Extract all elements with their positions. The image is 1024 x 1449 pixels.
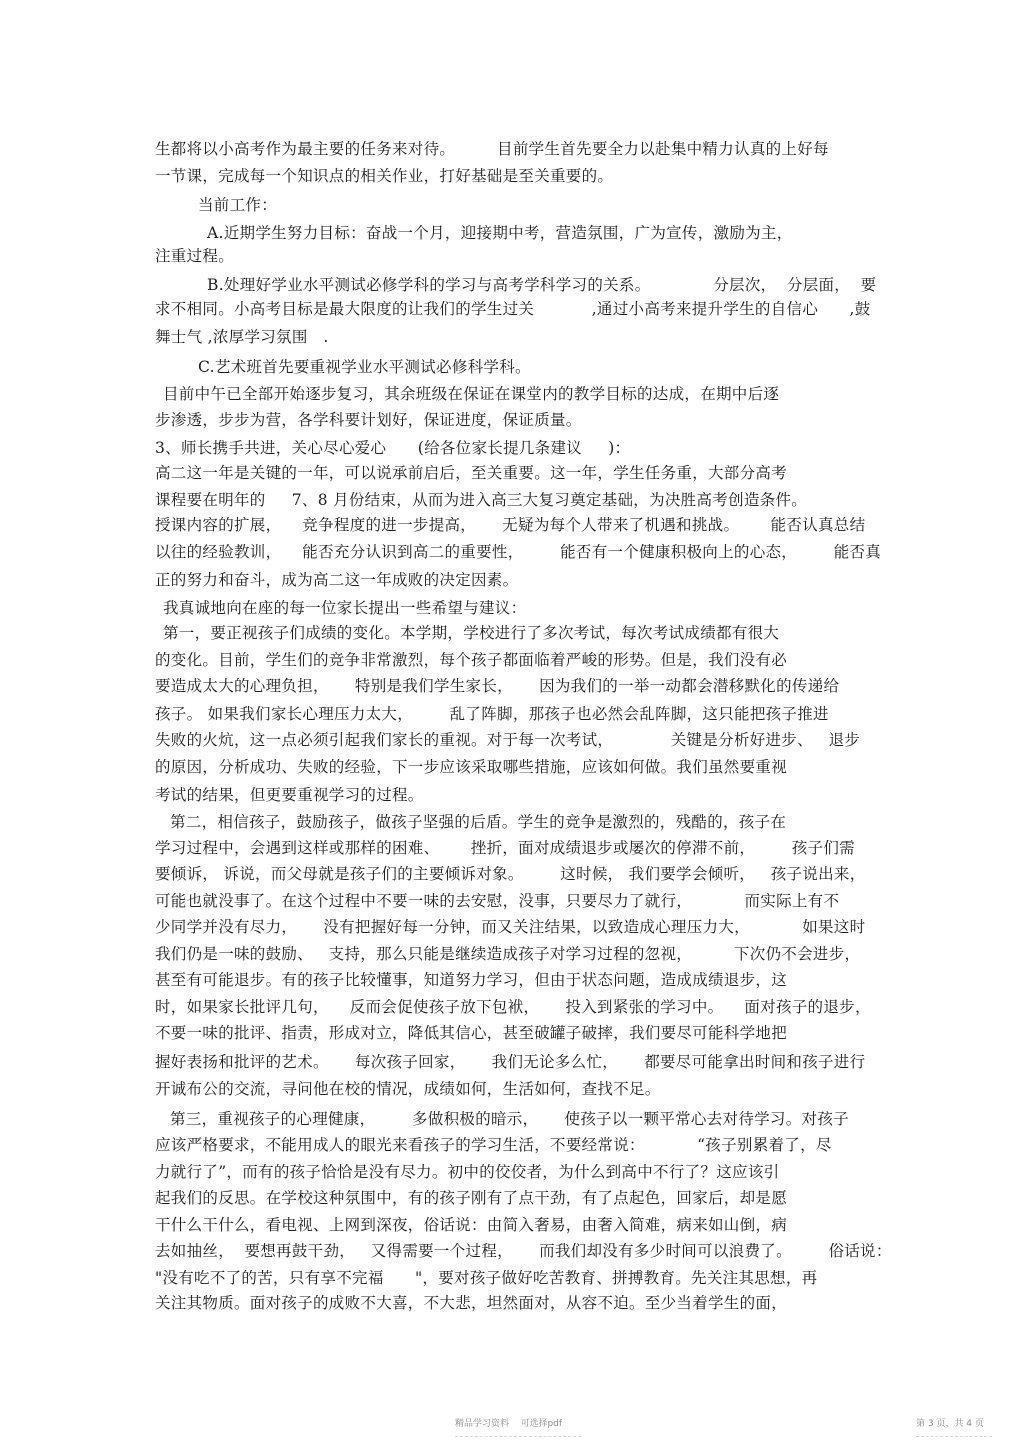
paragraph-line: 第三，重视孩子的心理健康， 多做积极的暗示， 使孩子以一颗平常心去对待学习。对孩子 <box>170 1110 849 1128</box>
paragraph-line: 当前工作： <box>198 196 278 214</box>
paragraph-line: 要倾诉， 诉说，而父母就是孩子们的主要倾诉对象。 这时候， 我们要学会倾听， 孩子说出来， <box>155 865 866 883</box>
paragraph-line: 干什么干什么，看电视、上网到深夜，俗话说：由简入奢易，由奢入简难，病来如山倒，病 <box>155 1216 788 1234</box>
paragraph-line: 要造成太大的心理负担， 特别是我们学生家长， 因为我们的一举一动都会潜移默化的传递给 <box>155 677 840 695</box>
paragraph-line: A.近期学生努力目标：奋战一个月，迎接期中考，营造氛围，广为宣传，激励为主， <box>207 224 793 242</box>
paragraph-line: 高二这一年是关键的一年，可以说承前启后，至关重要。这一年，学生任务重，大部分高考 <box>155 464 788 482</box>
paragraph-line: 第二，相信孩子，鼓励孩子，做孩子坚强的后盾。学生的竞争是激烈的，残酷的，孩子在 <box>170 813 787 831</box>
paragraph-line: 关注其物质。面对孩子的成败不大喜，不大悲，坦然面对，从容不迫。至少当着学生的面， <box>155 1294 788 1312</box>
paragraph-line: 学习过程中，会遇到这样或那样的困难、 挫折，面对成绩退步或屡次的停滞不前， 孩子们需 <box>155 839 855 857</box>
footer-dashed-rule-left <box>455 1436 581 1437</box>
paragraph-line: 我们仍是一味的鼓励、 支持，那么只能是继续造成孩子对学习过程的忽视， 下次仍不会进步， <box>155 945 861 963</box>
paragraph-line: 求不相同。小高考目标是最大限度的让我们的学生过关 ,通过小高考来提升学生的自信心 ,鼓 <box>155 300 871 318</box>
paragraph-line: 目前中午已全部开始逐步复习，其余班级在保证在课堂内的教学目标的达成，在期中后逐 <box>163 385 780 403</box>
paragraph-line: 舞士气 ,浓厚学习氛围 . <box>155 328 329 346</box>
paragraph-line: 应该严格要求，不能用成人的眼光来看孩子的学习生活，不要经常说： “孩子别累着了，尽 <box>155 1136 832 1154</box>
paragraph-line: 可能也就没事了。在这个过程中不要一味的去安慰，没事，只要尽力了就行， 而实际上有不 <box>155 892 840 910</box>
paragraph-line: 失败的火炕，这一点必须引起我们家长的重视。对于每一次考试， 关键是分析好进步、 退步 <box>155 731 861 749</box>
paragraph-line: 第一，要正视孩子们成绩的变化。本学期，学校进行了多次考试，每次考试成绩都有很大 <box>163 624 780 642</box>
paragraph-line: 的原因，分析成功、失败的经验，下一步应该采取哪些措施，应该如何做。我们虽然要重视 <box>155 758 788 776</box>
paragraph-line: 注重过程。 <box>155 247 235 265</box>
paragraph-line: "没有吃不了的苦，只有享不完福 "，要对孩子做好吃苦教育、拼搏教育。先关注其思想，再 <box>155 1269 818 1287</box>
paragraph-line: 开诚布公的交流，寻问他在校的情况，成绩如何，生活如何，查找不足。 <box>155 1080 661 1098</box>
paragraph-line: 少同学并没有尽力， 没有把握好每一分钟，而又关注结果，以致造成心理压力大， 如果这时 <box>155 918 866 936</box>
paragraph-line: 时，如果家长批评几句， 反而会促使孩子放下包袱， 投入到紧张的学习中。 面对孩子的退步， <box>155 998 871 1016</box>
paragraph-line: B.处理好学业水平测试必修学科的学习与高考学科学习的关系。 分层次， 分层面， 要 <box>207 276 877 294</box>
footer-page-number: 第 3 页，共 4 页 <box>916 1419 984 1429</box>
paragraph-line: 课程要在明年的 7、8 月份结束，从而为进入高三大复习奠定基础，为决胜高考创造条件。 <box>155 491 808 509</box>
paragraph-line: 我真诚地向在座的每一位家长提出一些希望与建议： <box>163 599 527 617</box>
paragraph-line: 一节课，完成每一个知识点的相关作业，打好基础是至关重要的。 <box>155 167 614 185</box>
paragraph-line: 生都将以小高考作为最主要的任务来对待。 目前学生首先要全力以赴集中精力认真的上好每 <box>155 140 829 158</box>
paragraph-line: 正的努力和奋斗，成为高二这一年成败的决定因素。 <box>155 571 519 589</box>
paragraph-line: 孩子。 如果我们家长心理压力太大， 乱了阵脚，那孩子也必然会乱阵脚，这只能把孩子推进 <box>155 705 829 723</box>
paragraph-line: 不要一味的批评、指责，形成对立，降低其信心，甚至破罐子破摔，我们要尽可能科学地把 <box>155 1024 788 1042</box>
paragraph-line: 力就行了”，而有的孩子恰恰是没有尽力。初中的佼佼者，为什么到高中不行了？这应该引 <box>155 1163 780 1181</box>
paragraph-line: 起我们的反思。在学校这种氛围中，有的孩子刚有了点干劲，有了点起色，回家后，却是愿 <box>155 1189 788 1207</box>
paragraph-line: 握好表扬和批评的艺术。 每次孩子回家， 我们无论多么忙， 都要尽可能拿出时间和孩子进行 <box>155 1053 866 1071</box>
paragraph-line: 甚至有可能退步。有的孩子比较懂事，知道努力学习，但由于状态问题，造成成绩退步，这 <box>155 971 788 989</box>
paragraph-line: 授课内容的扩展， 竞争程度的进一步提高， 无疑为每个人带来了机遇和挑战。 能否认真总结 <box>155 516 866 534</box>
footer-dashed-rule-right <box>916 1436 992 1437</box>
paragraph-line: C.艺术班首先要重视学业水平测试必修科学科。 <box>198 358 531 376</box>
paragraph-line: 以往的经验教训， 能否充分认识到高二的重要性， 能否有一个健康积极向上的心态， 能否真 <box>155 543 882 561</box>
paragraph-line: 步渗透，步步为营，各学科要计划好，保证进度，保证质量。 <box>155 411 582 429</box>
paragraph-line: 考试的结果，但更要重视学习的过程。 <box>155 786 424 804</box>
paragraph-line: 的变化。目前，学生们的竞争非常激烈，每个孩子都面临着严峻的形势。但是，我们没有必 <box>155 651 788 669</box>
paragraph-line: 去如抽丝， 要想再鼓干劲， 又得需要一个过程， 而我们却没有多少时间可以浪费了。 俗话说： <box>155 1242 892 1260</box>
footer-source-label: 精品学习资料 可选择pdf <box>455 1419 563 1429</box>
paragraph-line: 3、师长携手共进，关心尽心爱心 (给各位家长提几条建议 )： <box>155 439 631 457</box>
